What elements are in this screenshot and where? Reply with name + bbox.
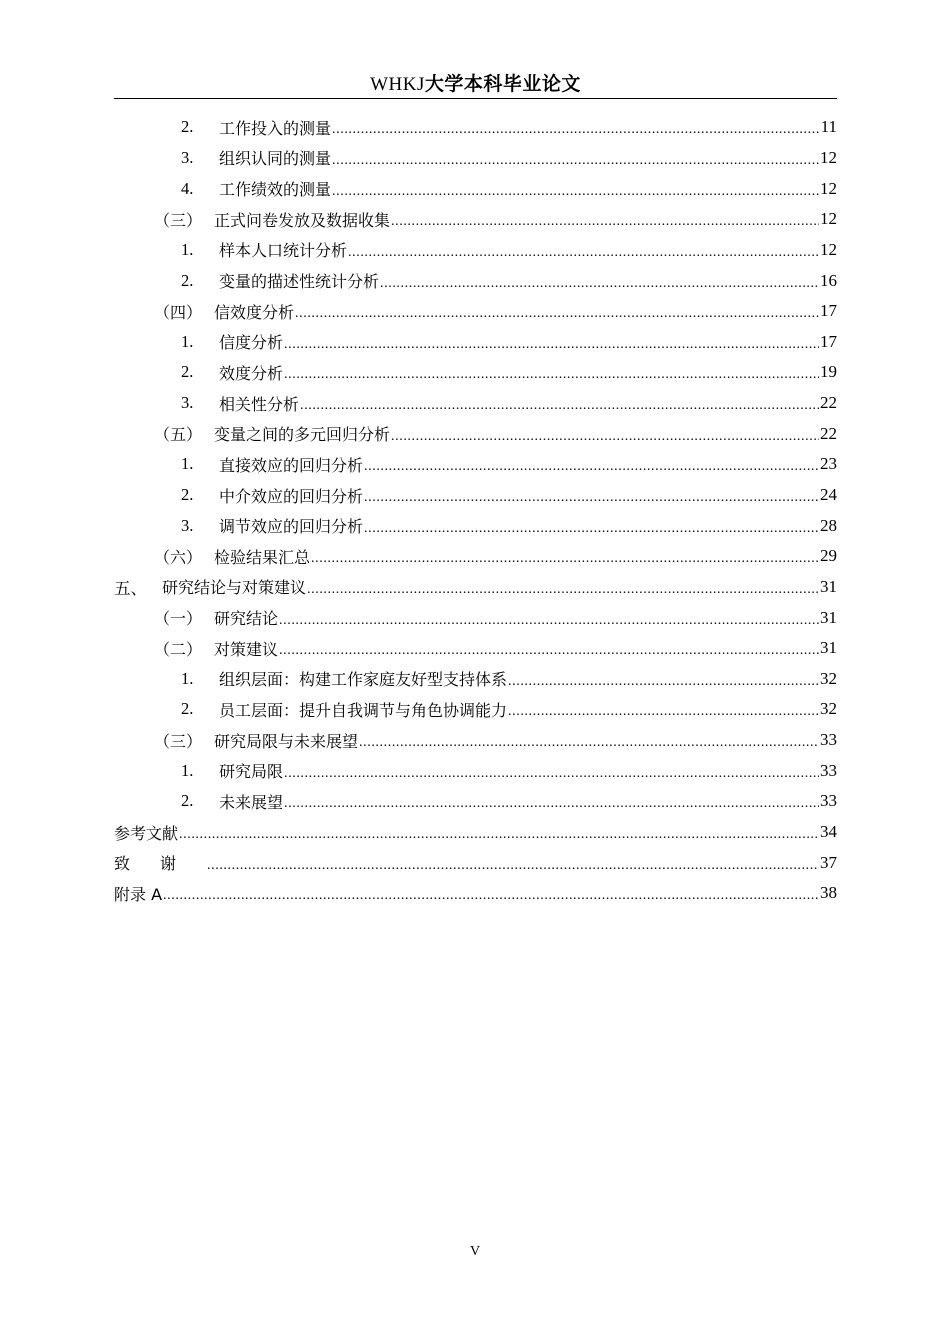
toc-entry-number: 2. bbox=[181, 699, 194, 719]
toc-entry[interactable] bbox=[114, 388, 837, 419]
toc-entry-label: 相关性分析 bbox=[219, 394, 300, 414]
toc-dot-leader bbox=[284, 766, 819, 782]
toc-entry[interactable] bbox=[114, 602, 837, 633]
toc-entry-label: 员工层面：提升自我调节与角色协调能力 bbox=[219, 700, 508, 720]
table-of-contents bbox=[114, 112, 837, 909]
toc-entry-label: 研究结论与对策建议 bbox=[162, 578, 307, 598]
toc-entry-number: （一） bbox=[154, 609, 203, 629]
toc-entry-label: 检验结果汇总 bbox=[214, 547, 311, 567]
toc-entry-number: 3. bbox=[181, 393, 194, 413]
toc-entry-page: 32 bbox=[820, 699, 837, 719]
toc-dot-leader bbox=[279, 643, 819, 659]
toc-entry-page: 29 bbox=[820, 546, 837, 566]
header-title-cjk: 大学本科毕业论文 bbox=[424, 73, 581, 95]
toc-entry-label: 样本人口统计分析 bbox=[219, 241, 348, 261]
toc-entry[interactable] bbox=[114, 204, 837, 235]
toc-dot-leader bbox=[391, 214, 819, 230]
toc-entry[interactable] bbox=[114, 755, 837, 786]
toc-entry-page: 38 bbox=[820, 883, 837, 903]
toc-entry-number: 4. bbox=[181, 178, 194, 198]
toc-entry-page: 31 bbox=[820, 607, 837, 627]
toc-dot-leader bbox=[179, 827, 819, 843]
toc-dot-leader bbox=[380, 276, 819, 292]
toc-entry[interactable] bbox=[114, 235, 837, 266]
toc-entry-label: 组织层面：构建工作家庭友好型支持体系 bbox=[219, 670, 508, 690]
page-header bbox=[114, 70, 837, 99]
toc-entry-label: 组织认同的测量 bbox=[219, 149, 332, 169]
toc-entry-label: 信效度分析 bbox=[214, 302, 295, 322]
toc-dot-leader bbox=[284, 796, 819, 812]
toc-dot-leader bbox=[311, 551, 819, 567]
toc-entry[interactable] bbox=[114, 265, 837, 296]
toc-entry-page: 31 bbox=[820, 638, 837, 658]
toc-entry-page: 34 bbox=[820, 822, 837, 842]
toc-entry-number: 2. bbox=[181, 117, 194, 137]
toc-dot-leader bbox=[391, 429, 819, 445]
toc-entry-page: 37 bbox=[820, 852, 837, 872]
toc-entry-number: 1. bbox=[181, 760, 194, 780]
toc-entry[interactable] bbox=[114, 357, 837, 388]
toc-entry-label: 调节效应的回归分析 bbox=[219, 517, 364, 537]
toc-entry-label: 附录 A bbox=[114, 884, 163, 904]
toc-entry-page: 31 bbox=[820, 576, 837, 596]
toc-entry-number: 2. bbox=[181, 485, 194, 504]
header-title-latin: WHKJ bbox=[370, 74, 425, 95]
toc-entry-page: 11 bbox=[820, 117, 837, 137]
toc-dot-leader bbox=[284, 367, 819, 383]
toc-entry-label: 对策建议 bbox=[214, 639, 279, 659]
toc-entry-label: 工作绩效的测量 bbox=[219, 180, 332, 200]
toc-entry[interactable] bbox=[114, 449, 837, 480]
toc-entry-page: 32 bbox=[820, 668, 837, 688]
toc-entry-page: 22 bbox=[820, 393, 837, 413]
toc-entry-number: 1. bbox=[181, 668, 194, 688]
toc-entry[interactable] bbox=[114, 112, 837, 143]
toc-entry[interactable] bbox=[114, 725, 837, 756]
toc-entry-label: 变量之间的多元回归分析 bbox=[214, 425, 391, 445]
toc-entry-label: 研究局限 bbox=[219, 762, 284, 782]
toc-entry-number: 1. bbox=[181, 239, 194, 259]
toc-entry-page: 12 bbox=[820, 209, 837, 229]
toc-dot-leader bbox=[364, 490, 819, 506]
toc-dot-leader bbox=[207, 858, 819, 874]
toc-entry-number: 3. bbox=[181, 515, 194, 535]
toc-entry[interactable] bbox=[114, 143, 837, 174]
toc-entry-number: （六） bbox=[154, 547, 203, 567]
toc-entry-page: 17 bbox=[820, 301, 837, 321]
toc-entry[interactable] bbox=[114, 786, 837, 817]
toc-entry[interactable] bbox=[114, 418, 837, 449]
toc-entry-number: （四） bbox=[154, 302, 203, 322]
toc-dot-leader bbox=[332, 153, 819, 169]
toc-dot-leader bbox=[295, 306, 819, 322]
toc-entry[interactable] bbox=[114, 572, 837, 603]
toc-entry-number: （二） bbox=[154, 639, 203, 659]
toc-dot-leader bbox=[364, 459, 819, 475]
toc-entry-page: 23 bbox=[820, 454, 837, 474]
toc-dot-leader bbox=[359, 735, 819, 751]
toc-dot-leader bbox=[284, 337, 819, 353]
toc-entry-number: （三） bbox=[154, 731, 203, 751]
toc-dot-leader bbox=[332, 122, 820, 138]
toc-entry[interactable] bbox=[114, 878, 837, 909]
toc-entry-label: 效度分析 bbox=[219, 363, 284, 383]
toc-entry-page: 16 bbox=[820, 270, 837, 290]
toc-entry-page: 12 bbox=[820, 178, 837, 198]
toc-entry-page: 19 bbox=[820, 362, 837, 382]
toc-dot-leader bbox=[332, 184, 819, 200]
toc-entry-number: （三） bbox=[154, 210, 203, 230]
toc-entry-label: 参考文献 bbox=[114, 823, 179, 843]
toc-dot-leader bbox=[364, 521, 819, 537]
toc-entry-number: 3. bbox=[181, 147, 194, 167]
toc-entry[interactable] bbox=[114, 480, 837, 511]
toc-entry[interactable] bbox=[114, 296, 837, 327]
header-title bbox=[370, 73, 581, 95]
toc-entry-label: 直接效应的回归分析 bbox=[219, 455, 364, 475]
toc-entry[interactable] bbox=[114, 633, 837, 664]
toc-dot-leader bbox=[163, 888, 819, 904]
toc-entry-page: 12 bbox=[820, 239, 837, 259]
toc-entry-number: 1. bbox=[181, 454, 194, 474]
toc-dot-leader bbox=[279, 613, 819, 629]
toc-entry[interactable] bbox=[114, 694, 837, 725]
toc-entry-page: 28 bbox=[820, 515, 837, 535]
toc-entry[interactable] bbox=[114, 541, 837, 572]
toc-entry-page: 33 bbox=[820, 760, 837, 780]
toc-entry-label: 未来展望 bbox=[219, 792, 284, 812]
toc-entry-number: 2. bbox=[181, 270, 194, 290]
toc-entry-label: 中介效应的回归分析 bbox=[219, 486, 364, 506]
toc-entry-number: 1. bbox=[181, 331, 194, 351]
toc-entry-label: 致谢 bbox=[114, 854, 207, 874]
toc-entry-page: 22 bbox=[820, 423, 837, 443]
toc-entry-label: 正式问卷发放及数据收集 bbox=[214, 210, 391, 230]
toc-entry-label: 变量的描述性统计分析 bbox=[219, 272, 380, 292]
toc-entry-number: 五、 bbox=[114, 578, 147, 598]
toc-entry-number: （五） bbox=[154, 425, 203, 445]
toc-entry-page: 24 bbox=[820, 485, 837, 504]
toc-entry-page: 17 bbox=[820, 331, 837, 351]
toc-entry-page: 33 bbox=[820, 791, 837, 811]
toc-dot-leader bbox=[300, 398, 819, 414]
toc-entry[interactable] bbox=[114, 817, 837, 848]
toc-entry[interactable] bbox=[114, 664, 837, 695]
toc-entry-label: 研究局限与未来展望 bbox=[214, 731, 359, 751]
toc-entry-label: 研究结论 bbox=[214, 609, 279, 629]
toc-entry-number: 2. bbox=[181, 791, 194, 811]
toc-entry-page: 33 bbox=[820, 730, 837, 750]
toc-entry[interactable] bbox=[114, 847, 837, 878]
toc-entry-page: 12 bbox=[820, 147, 837, 167]
toc-dot-leader bbox=[508, 674, 819, 690]
toc-entry[interactable] bbox=[114, 510, 837, 541]
page-number: V bbox=[469, 1244, 481, 1259]
toc-dot-leader bbox=[307, 582, 819, 598]
toc-entry[interactable] bbox=[114, 173, 837, 204]
toc-entry-number: 2. bbox=[181, 362, 194, 382]
toc-entry[interactable] bbox=[114, 326, 837, 357]
toc-entry-label: 信度分析 bbox=[219, 333, 284, 353]
toc-dot-leader bbox=[508, 704, 819, 720]
toc-entry-label: 工作投入的测量 bbox=[219, 118, 332, 138]
toc-dot-leader bbox=[348, 245, 819, 261]
